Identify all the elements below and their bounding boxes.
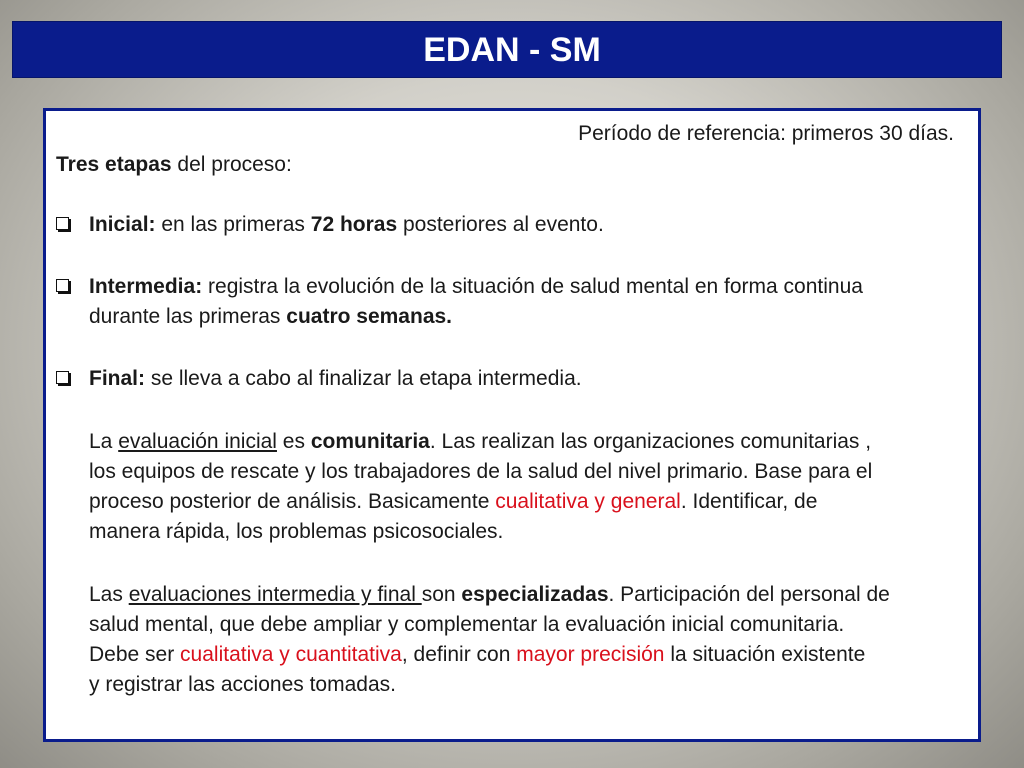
checkbox-bullet-icon bbox=[56, 279, 69, 292]
content-box bbox=[43, 108, 981, 742]
para-red-text: mayor precisión bbox=[516, 643, 665, 666]
para-red-text: cualitativa y cuantitativa bbox=[180, 643, 402, 666]
bullet-bold-part: 72 horas bbox=[310, 213, 398, 236]
checkbox-bullet-icon bbox=[56, 217, 69, 230]
title-bar bbox=[12, 21, 1002, 78]
para-red-text: cualitativa y general bbox=[495, 490, 681, 513]
bullet-bold-part: cuatro semanas. bbox=[286, 305, 453, 328]
bullet-final bbox=[56, 364, 956, 394]
bullet-text-part: se lleva a cabo al finalizar la etapa intermedia. bbox=[145, 367, 582, 390]
para-text: Debe ser bbox=[89, 643, 181, 666]
bullet-inicial bbox=[56, 210, 956, 240]
para-bold: comunitaria bbox=[310, 430, 430, 453]
para-text: proceso posterior de análisis. Basicamente bbox=[89, 490, 496, 513]
bullet-label: Inicial: bbox=[89, 213, 156, 236]
lead-bold: Tres etapas bbox=[56, 153, 172, 176]
para-text: . Participación del personal de bbox=[608, 583, 890, 606]
paragraph-evaluacion-inicial bbox=[89, 427, 969, 547]
bullet-text-part: registra la evolución de la situación de salud mental en forma continua bbox=[202, 275, 863, 298]
para-underlined: evaluación inicial bbox=[118, 430, 277, 453]
lead-rest: del proceso: bbox=[171, 153, 292, 176]
bullet-label: Intermedia: bbox=[89, 275, 203, 298]
para-text: la situación existente bbox=[664, 643, 866, 666]
para-text: es bbox=[276, 430, 311, 453]
para-bold: especializadas bbox=[461, 583, 609, 606]
bullet-intermedia bbox=[56, 272, 956, 332]
bullet-label: Final: bbox=[89, 367, 145, 390]
para-text: son bbox=[421, 583, 462, 606]
para-underlined: evaluaciones intermedia y final bbox=[128, 583, 422, 606]
reference-period: Período de referencia: primeros 30 días. bbox=[578, 122, 954, 145]
para-line: salud mental, que debe ampliar y complementar la evaluación inicial comunitaria. bbox=[89, 613, 845, 636]
para-text: . Las realizan las organizaciones comunitarias , bbox=[429, 430, 872, 453]
bullet-text bbox=[89, 210, 956, 240]
para-line: y registrar las acciones tomadas. bbox=[89, 673, 396, 696]
bullet-text-part: posteriores al evento. bbox=[397, 213, 604, 236]
slide-title: EDAN - SM bbox=[423, 31, 601, 69]
para-text: La bbox=[89, 430, 119, 453]
para-line: manera rápida, los problemas psicosociales. bbox=[89, 520, 504, 543]
bullet-text-part: en las primeras bbox=[155, 213, 311, 236]
para-text: . Identificar, de bbox=[680, 490, 818, 513]
para-text: , definir con bbox=[401, 643, 517, 666]
bullet-text bbox=[89, 364, 956, 394]
checkbox-bullet-icon bbox=[56, 371, 69, 384]
bullet-text bbox=[89, 272, 956, 332]
para-text: Las bbox=[89, 583, 129, 606]
paragraph-evaluaciones-especializadas bbox=[89, 580, 969, 700]
lead-line bbox=[56, 150, 292, 180]
bullet-text-part: durante las primeras bbox=[89, 305, 287, 328]
para-line: los equipos de rescate y los trabajadores de la salud del nivel primario. Base para el bbox=[89, 460, 873, 483]
